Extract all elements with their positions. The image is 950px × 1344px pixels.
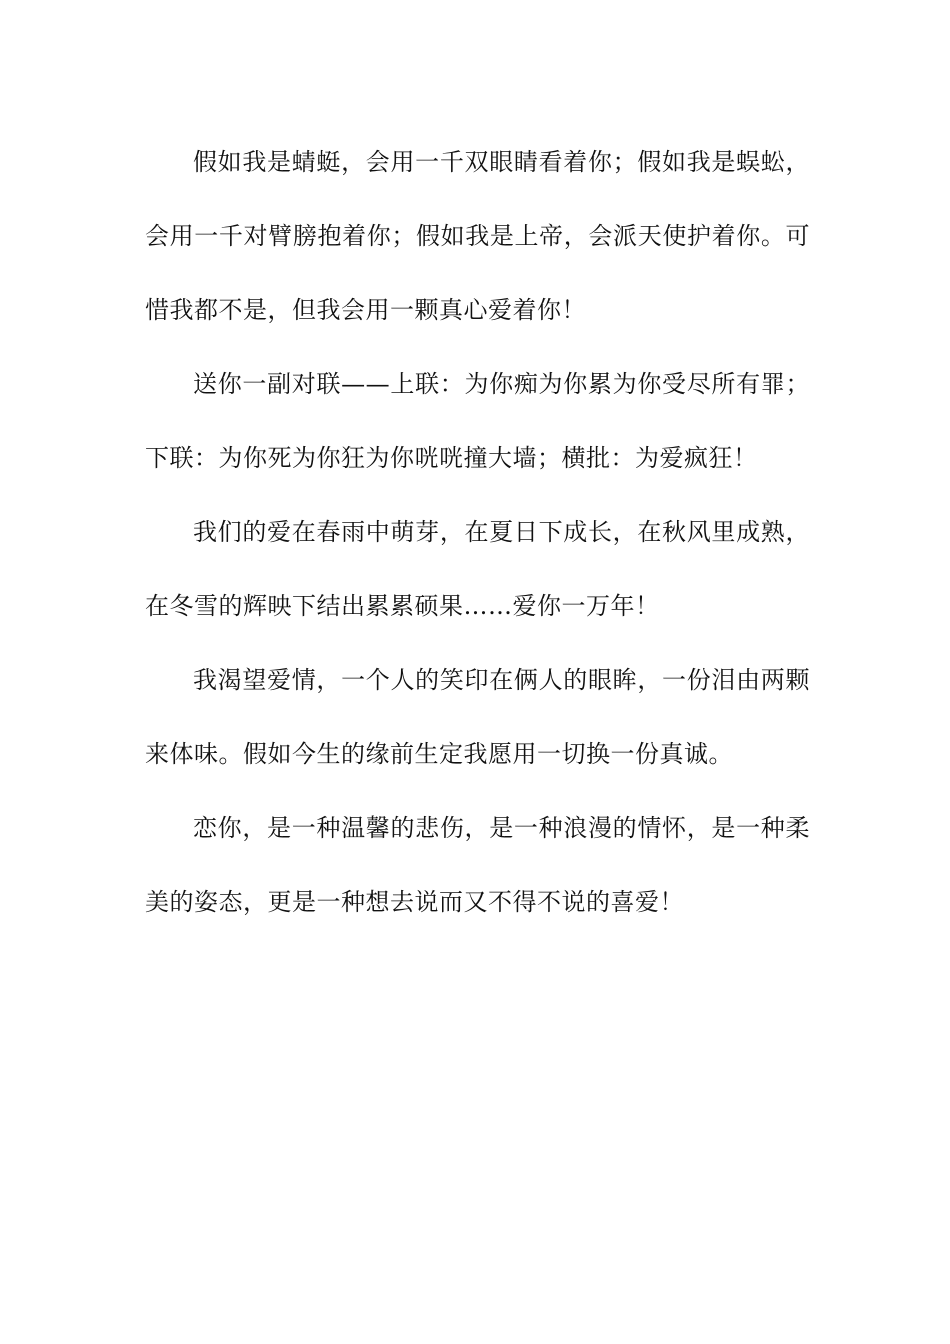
paragraph-1: 假如我是蜻蜓，会用一千双眼睛看着你；假如我是蜈蚣，会用一千对臂膀抱着你；假如我是上帝，会派天使护着你。可惜我都不是，但我会用一颗真心爱着你！ [145,148,810,324]
paragraph-5: 恋你，是一种温馨的悲伤，是一种浪漫的情怀，是一种柔美的姿态，更是一种想去说而又不得不说的喜爱！ [145,814,810,916]
paragraph-3: 我们的爱在春雨中萌芽，在夏日下成长，在秋风里成熟，在冬雪的辉映下结出累累硕果……爱你一万年！ [145,518,810,620]
paragraph-2: 送你一副对联——上联：为你痴为你累为你受尽所有罪；下联：为你死为你狂为你咣咣撞大墙；横批：为爱疯狂！ [145,370,810,472]
document-body [145,125,810,939]
paragraph-4: 我渴望爱情，一个人的笑印在俩人的眼眸，一份泪由两颗来体味。假如今生的缘前生定我愿用一切换一份真诚。 [145,666,810,768]
